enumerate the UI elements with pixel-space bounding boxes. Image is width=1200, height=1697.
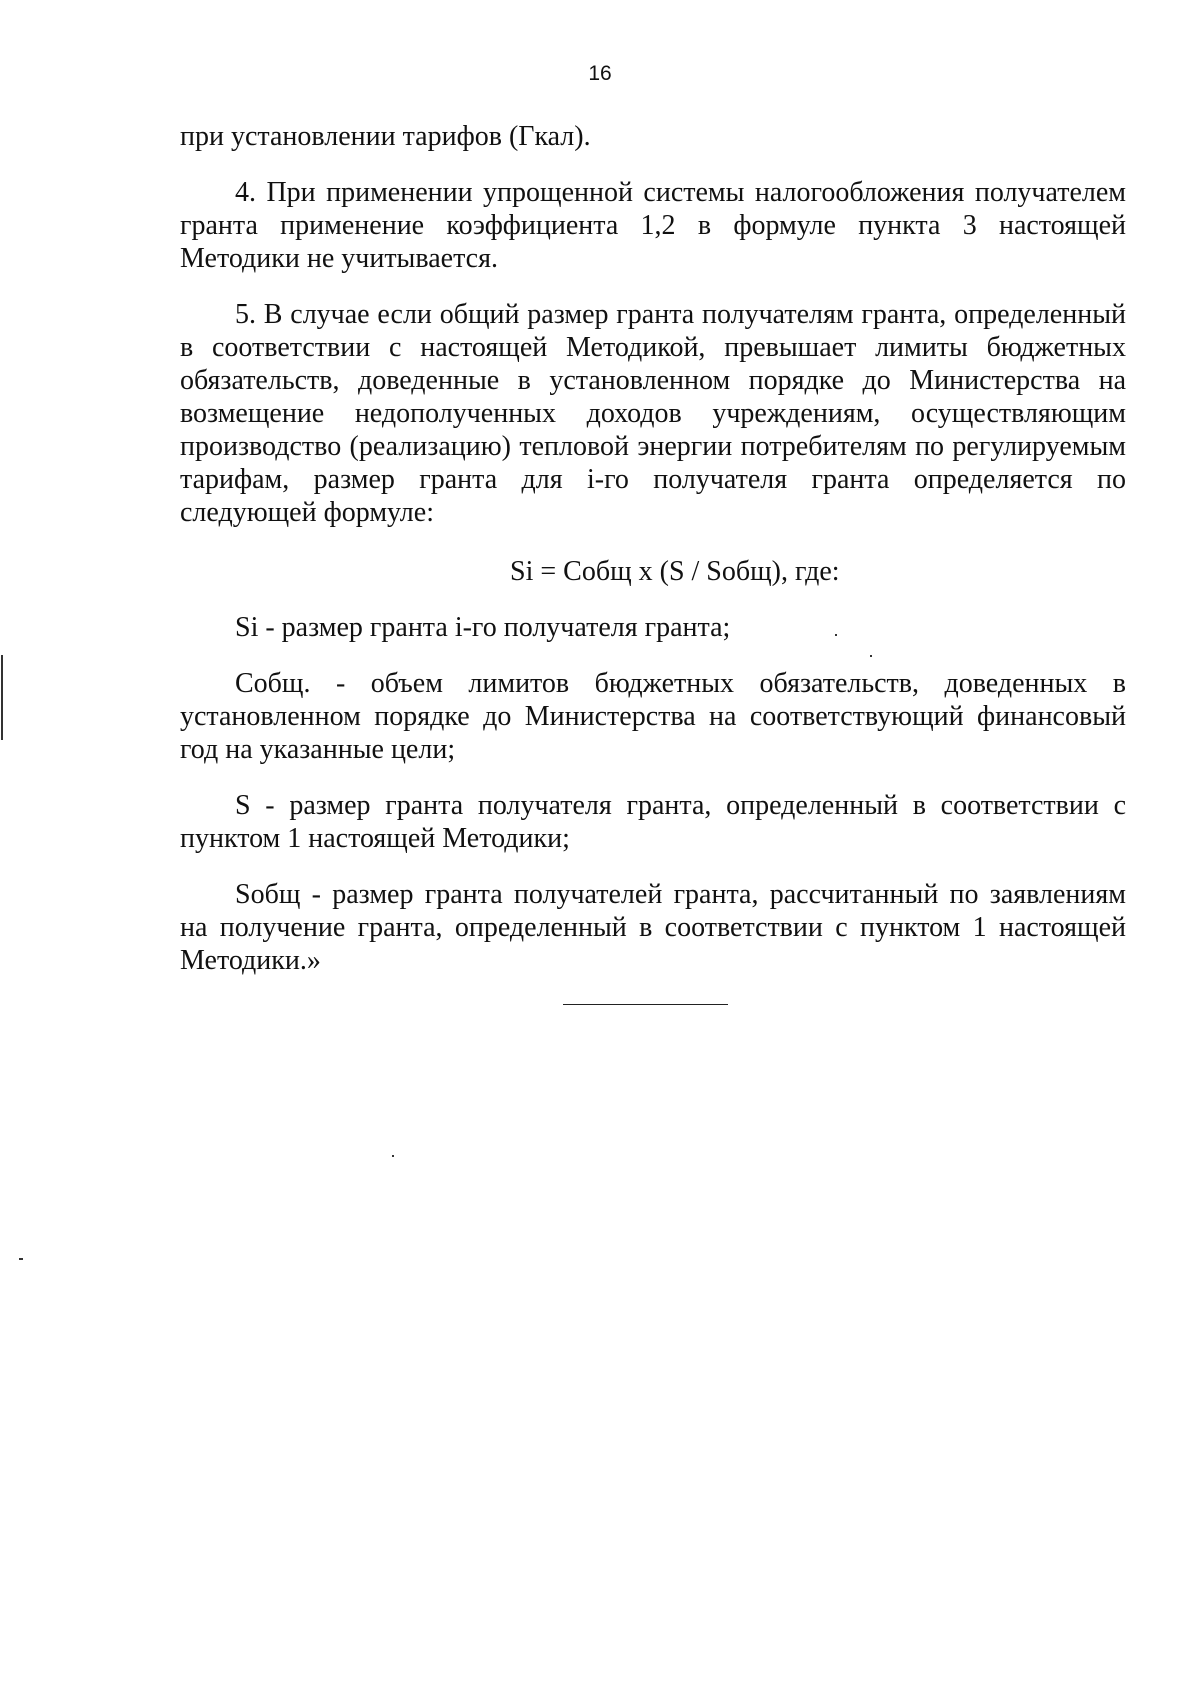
page-number: 16: [588, 62, 612, 85]
closing-rule: [563, 1004, 728, 1005]
scan-margin-line: [1, 655, 3, 740]
paragraph-continuation: при установлении тарифов (Гкал).: [180, 121, 591, 152]
definition-si: Si - размер гранта i-го получателя гранта;: [235, 612, 731, 643]
scan-dot: [392, 1155, 394, 1157]
definition-sobsch-total: Sобщ - размер гранта получателей гранта, рассчитанный по заявлениям на получение гранта, определенный в соответствии с пунктом 1 настоящей Методики.»: [180, 879, 1126, 976]
paragraph-item-4: 4. При применении упрощенной системы налогообложения получателем гранта применение коэффициента 1,2 в формуле пункта 3 настоящей Методики не учитывается.: [180, 177, 1126, 274]
scan-dot: [870, 655, 872, 657]
document-body: [180, 120, 1126, 977]
definition-s: S - размер гранта получателя гранта, определенный в соответствии с пунктом 1 настоящей Методики;: [180, 790, 1126, 854]
formula: Si = Собщ x (S / Sобщ), где:: [510, 556, 840, 587]
definition-sobsch-limits: Собщ. - объем лимитов бюджетных обязательств, доведенных в установленном порядке до Министерства на соответствующий финансовый год на указанные цели;: [180, 668, 1126, 765]
scan-dot: [19, 1258, 23, 1260]
scan-dot: [835, 634, 837, 636]
paragraph-item-5: 5. В случае если общий размер гранта получателям гранта, определенный в соответствии с настоящей Методикой, превышает лимиты бюджетных обязательств, доведенные в установленном порядке до Министерства на возмещение недополученных доходов учреждениям, осуществляющим производство (реализацию) тепловой энергии потребителям по регулируемым тарифам, размер гранта для i-го получателя гранта определяется по следующей формуле:: [180, 299, 1126, 528]
